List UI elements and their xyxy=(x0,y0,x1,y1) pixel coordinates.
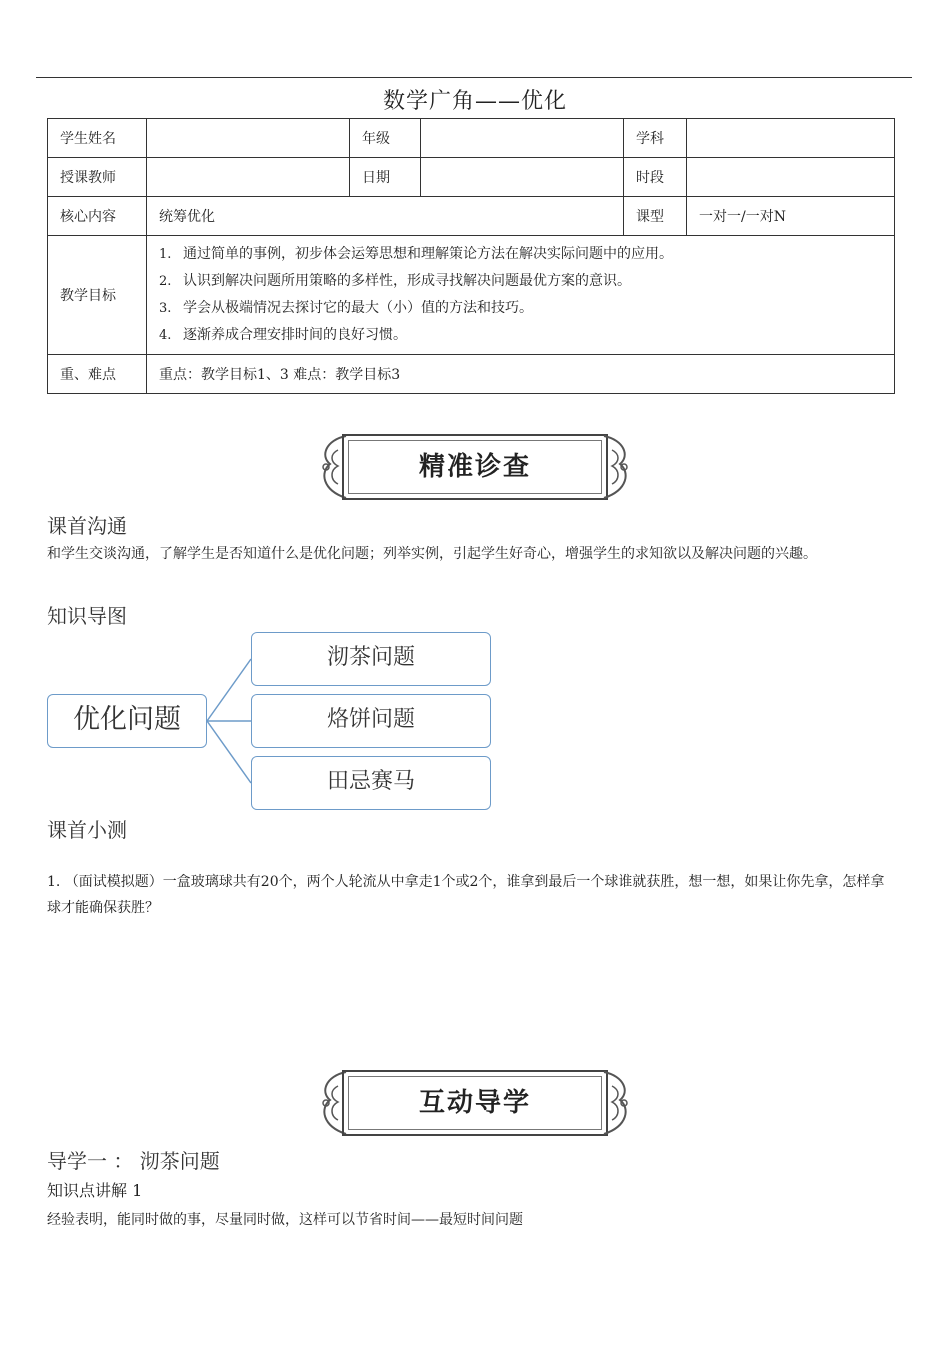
mindmap-child-node: 烙饼问题 xyxy=(251,694,491,748)
teaching-goals-cell xyxy=(147,236,895,355)
section-heading: 知识导图 xyxy=(47,604,127,628)
section-subheading: 知识点讲解 1 xyxy=(47,1181,143,1200)
section-banner-guided-learning xyxy=(316,1066,634,1140)
banner-title: 互动导学 xyxy=(418,1088,531,1118)
list-item xyxy=(159,268,882,295)
goal-number: 2. xyxy=(159,274,172,289)
table-row xyxy=(48,119,895,158)
key-points-value: 重点：教学目标1、3 难点：教学目标3 xyxy=(147,355,895,394)
student-name-value xyxy=(147,119,350,158)
table-row xyxy=(48,355,895,394)
subject-value xyxy=(687,119,895,158)
period-value xyxy=(687,158,895,197)
goal-text: 认识到解决问题所用策略的多样性，形成寻找解决问题最优方案的意识。 xyxy=(183,273,631,289)
lesson-type-label: 课型 xyxy=(624,197,687,236)
document-title: 数学广角——优化 xyxy=(382,89,567,114)
core-content-label: 核心内容 xyxy=(48,197,147,236)
grade-value xyxy=(421,119,624,158)
subject-label: 学科 xyxy=(624,119,687,158)
period-label: 时段 xyxy=(624,158,687,197)
mindmap-child-node: 田忌赛马 xyxy=(251,756,491,810)
goal-text: 学会从极端情况去探讨它的最大（小）值的方法和技巧。 xyxy=(183,300,533,316)
date-label: 日期 xyxy=(350,158,421,197)
header-rule xyxy=(36,77,912,78)
table-row xyxy=(48,236,895,355)
list-item xyxy=(159,295,882,322)
goal-number: 1. xyxy=(159,247,172,262)
quiz-question: 1. （面试模拟题）一盒玻璃球共有20个，两个人轮流从中拿走1个或2个，谁拿到最后一个球谁就获胜，想一想，如果让你先拿，怎样拿球才能确保获胜？ xyxy=(47,874,885,916)
teaching-goals-list xyxy=(159,241,882,349)
table-row xyxy=(48,197,895,236)
teacher-value xyxy=(147,158,350,197)
key-points-label: 重、难点 xyxy=(48,355,147,394)
grade-label: 年级 xyxy=(350,119,421,158)
student-name-label: 学生姓名 xyxy=(48,119,147,158)
goal-text: 通过简单的事例，初步体会运筹思想和理解策论方法在解决实际问题中的应用。 xyxy=(183,246,673,262)
teaching-goals-label: 教学目标 xyxy=(48,236,147,355)
mindmap-root-node: 优化问题 xyxy=(47,694,207,748)
section-heading: 课首小测 xyxy=(47,818,127,842)
section-heading: 导学一 ： 沏茶问题 xyxy=(47,1149,220,1173)
lesson-type-value: 一对一/一对N xyxy=(687,197,895,236)
goal-number: 3. xyxy=(159,301,172,316)
list-item xyxy=(159,241,882,268)
table-row xyxy=(48,158,895,197)
goal-number: 4. xyxy=(159,328,172,343)
mindmap-connectors xyxy=(205,630,255,790)
section-banner-diagnosis xyxy=(316,430,634,504)
goal-text: 逐渐养成合理安排时间的良好习惯。 xyxy=(183,327,407,343)
lesson-info-table xyxy=(47,118,895,394)
section-heading: 课首沟通 xyxy=(47,514,127,538)
section-paragraph: 和学生交谈沟通，了解学生是否知道什么是优化问题；列举实例，引起学生好奇心，增强学生的求知欲以及解决问题的兴趣。 xyxy=(47,546,817,562)
banner-title: 精准诊查 xyxy=(418,452,531,482)
date-value xyxy=(421,158,624,197)
section-paragraph: 经验表明，能同时做的事，尽量同时做，这样可以节省时间——最短时间问题 xyxy=(47,1212,523,1228)
core-content-value: 统筹优化 xyxy=(147,197,624,236)
teacher-label: 授课教师 xyxy=(48,158,147,197)
list-item xyxy=(159,322,882,349)
mindmap-child-node: 沏茶问题 xyxy=(251,632,491,686)
